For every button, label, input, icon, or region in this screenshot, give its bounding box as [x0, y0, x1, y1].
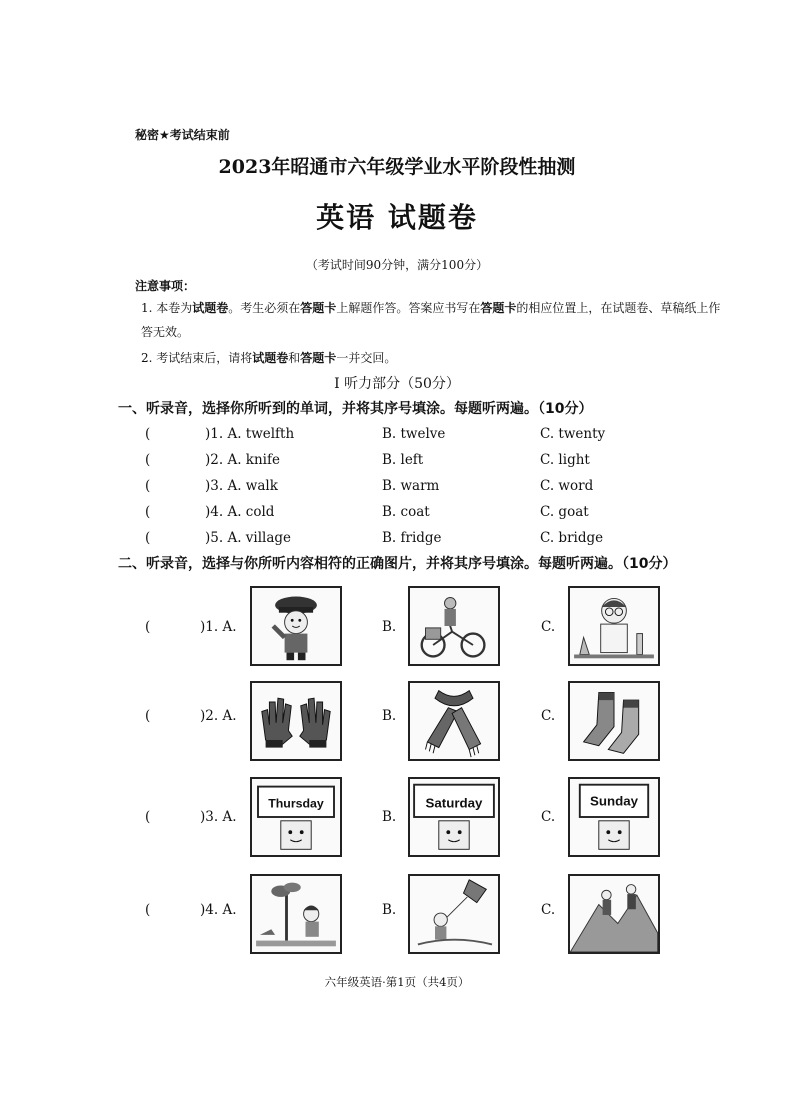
scientist-picture[interactable]	[568, 586, 660, 666]
option-a-label: )1. A.	[200, 619, 237, 635]
option-c-label: C.	[541, 708, 556, 724]
part1-instruction: 一、听录音，选择你所听到的单词，并将其序号填涂。每题听两遍。（10分）	[118, 401, 593, 417]
section-listening-title: Ⅰ 听力部分（50分）	[334, 376, 460, 392]
notice-item-1: 1. 本卷为试题卷。考生必须在答题卡上解题作答。答案应书写在答题卡的相应位置上，在试题卷、草稿纸上作答无效。	[141, 301, 721, 339]
part2-instruction: 二、听录音，选择与你所听内容相符的正确图片，并将其序号填涂。每题听两遍。（10分）	[118, 556, 677, 572]
exam-title: 2023年昭通市六年级学业水平阶段性抽测	[218, 156, 576, 178]
question-row	[145, 530, 705, 552]
answer-paren[interactable]: (	[145, 478, 151, 494]
option-a-label: )4. A.	[200, 902, 237, 918]
option-c-label: C.	[541, 902, 556, 918]
option-a: )5. A. village	[205, 530, 292, 546]
planting-tree-picture[interactable]	[250, 874, 342, 954]
hiking-picture[interactable]	[568, 874, 660, 954]
answer-paren[interactable]: (	[145, 452, 151, 468]
question-row	[145, 478, 705, 500]
option-c: C. twenty	[540, 426, 606, 442]
exam-subtitle: 英语 试题卷	[316, 201, 478, 234]
option-a-label: )2. A.	[200, 708, 237, 724]
option-c: C. light	[540, 452, 590, 468]
scarf-picture[interactable]	[408, 681, 500, 761]
answer-paren[interactable]: (	[145, 619, 151, 635]
option-a: )3. A. walk	[205, 478, 278, 494]
gloves-picture[interactable]	[250, 681, 342, 761]
option-b-label: B.	[382, 619, 397, 635]
day-label: Saturday	[425, 795, 483, 811]
option-b: B. warm	[382, 478, 440, 494]
answer-paren[interactable]: (	[145, 530, 151, 546]
option-a: )2. A. knife	[205, 452, 280, 468]
notice-item-2: 2. 考试结束后，请将试题卷和答题卡一并交回。	[141, 351, 397, 365]
option-b-label: B.	[382, 708, 397, 724]
question-row	[145, 452, 705, 474]
option-a: )1. A. twelfth	[205, 426, 295, 442]
question-row	[145, 504, 705, 526]
answer-paren[interactable]: (	[145, 708, 151, 724]
answer-paren[interactable]: (	[145, 426, 151, 442]
day-label: Sunday	[589, 793, 639, 809]
option-b-label: B.	[382, 809, 397, 825]
thursday-picture[interactable]	[250, 777, 342, 857]
day-label: Thursday	[268, 796, 324, 811]
option-b: B. left	[382, 452, 424, 468]
page-footer: 六年级英语·第1页（共4页）	[324, 975, 470, 989]
option-c: C. bridge	[540, 530, 604, 546]
saturday-picture[interactable]	[408, 777, 500, 857]
option-c: C. goat	[540, 504, 589, 520]
socks-picture[interactable]	[568, 681, 660, 761]
answer-paren[interactable]: (	[145, 504, 151, 520]
option-c: C. word	[540, 478, 594, 494]
option-a-label: )3. A.	[200, 809, 237, 825]
answer-paren[interactable]: (	[145, 809, 151, 825]
notice-heading: 注意事项：	[135, 279, 196, 293]
time-info: （考试时间90分钟，满分100分）	[305, 258, 489, 272]
confidential-mark: 秘密★考试结束前	[135, 128, 230, 142]
option-b: B. fridge	[382, 530, 442, 546]
answer-paren[interactable]: (	[145, 902, 151, 918]
sunday-picture[interactable]	[568, 777, 660, 857]
option-b-label: B.	[382, 902, 397, 918]
option-b: B. coat	[382, 504, 430, 520]
postman-bike-picture[interactable]	[408, 586, 500, 666]
option-c-label: C.	[541, 619, 556, 635]
police-officer-picture[interactable]	[250, 586, 342, 666]
flying-kite-picture[interactable]	[408, 874, 500, 954]
option-b: B. twelve	[382, 426, 446, 442]
option-c-label: C.	[541, 809, 556, 825]
question-row	[145, 426, 705, 448]
option-a: )4. A. cold	[205, 504, 275, 520]
